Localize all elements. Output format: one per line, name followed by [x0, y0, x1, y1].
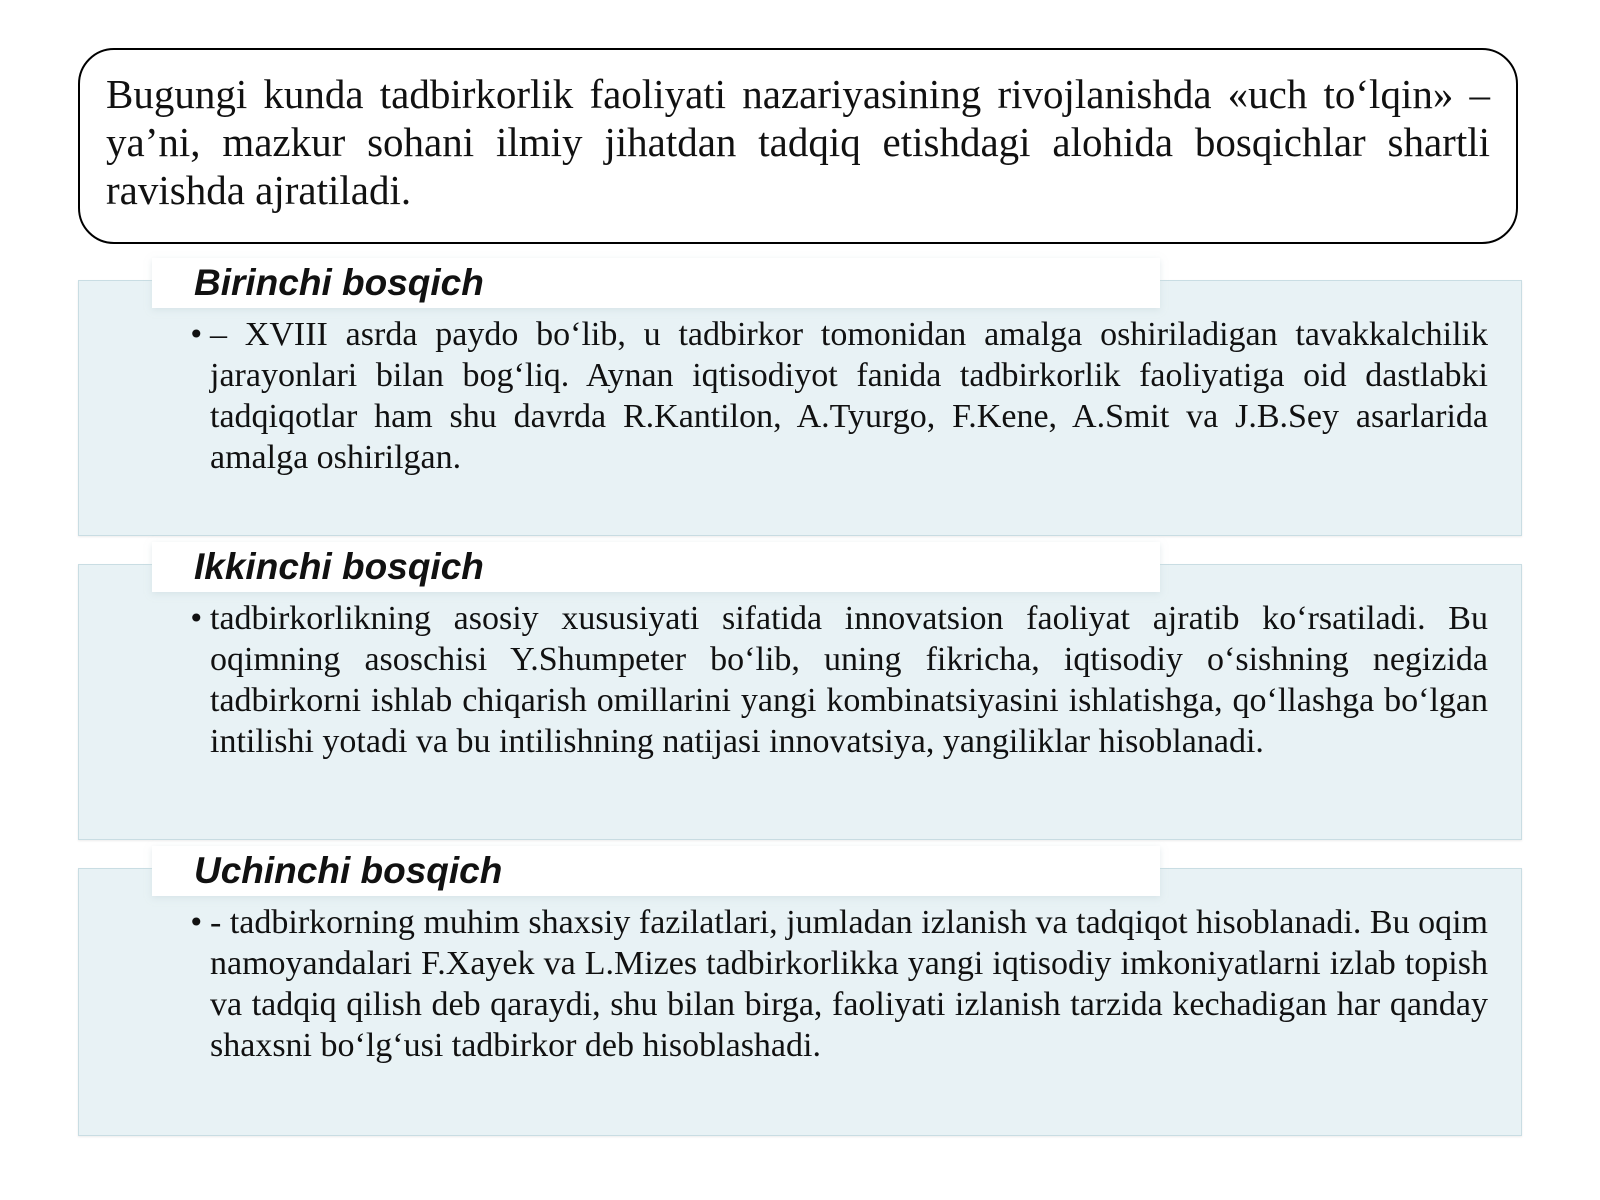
- stage-title: Birinchi bosqich: [194, 262, 484, 303]
- stage-text: - tadbirkorning muhim shaxsiy fazilatlari, jumladan izlanish va tadqiqot hisoblanadi. Bu oqim namoyandalari F.Xayek va L.Mizes tadbirkorlikka yangi iqtisodiy imkoniyatlarni izlab topish va tadqiq qilish deb qaraydi, shu bilan birga, faoliyati izlanish tarzida kechadigan har qanday shaxsni bo‘lg‘usi tadbirkor deb hisoblashadi.: [210, 904, 1488, 1064]
- stage-body: [188, 598, 1488, 762]
- stage-text: – XVIII asrda paydo bo‘lib, u tadbirkor tomonidan amalga oshiriladigan tavakkalchilik jarayonlari bilan bog‘liq. Aynan iqtisodiyot fanida tadbirkorlik faoliyatiga oid dastlabki tadqiqotlar ham shu davrda R.Kantilon, A.Tyurgo, F.Kene, A.Smit va J.B.Sey asarlarida amalga oshirilgan.: [210, 316, 1488, 476]
- stage-body: [188, 902, 1488, 1066]
- bullet-icon: •: [188, 318, 205, 351]
- intro-text: Bugungi kunda tadbirkorlik faoliyati nazariyasining rivojlanishda «uch to‘lqin» – ya’ni, mazkur sohani ilmiy jihatdan tadqiq etishdagi alohida bosqichlar shartli ravishda ajratiladi.: [106, 71, 1490, 213]
- stage-title: Uchinchi bosqich: [194, 850, 503, 891]
- stage-title: Ikkinchi bosqich: [194, 546, 484, 587]
- intro-box: [78, 48, 1518, 244]
- stage-birinchi: [78, 258, 1522, 538]
- stage-ikkinchi: [78, 542, 1522, 842]
- bullet-icon: •: [188, 602, 205, 635]
- stage-text: tadbirkorlikning asosiy xususiyati sifatida innovatsion faoliyat ajratib ko‘rsatiladi. Bu oqimning asoschisi Y.Shumpeter bo‘lib, uning fikricha, iqtisodiy o‘sishning negizida tadbirkorni ishlab chiqarish omillarini yangi kombinatsiyasini ishlatishga, qo‘llashga bo‘lgan intilishi yotadi va bu intilishning natijasi innovatsiya, yangiliklar hisoblanadi.: [210, 600, 1488, 760]
- stage-uchinchi: [78, 846, 1522, 1136]
- bullet-icon: •: [188, 906, 205, 939]
- stage-body: [188, 314, 1488, 478]
